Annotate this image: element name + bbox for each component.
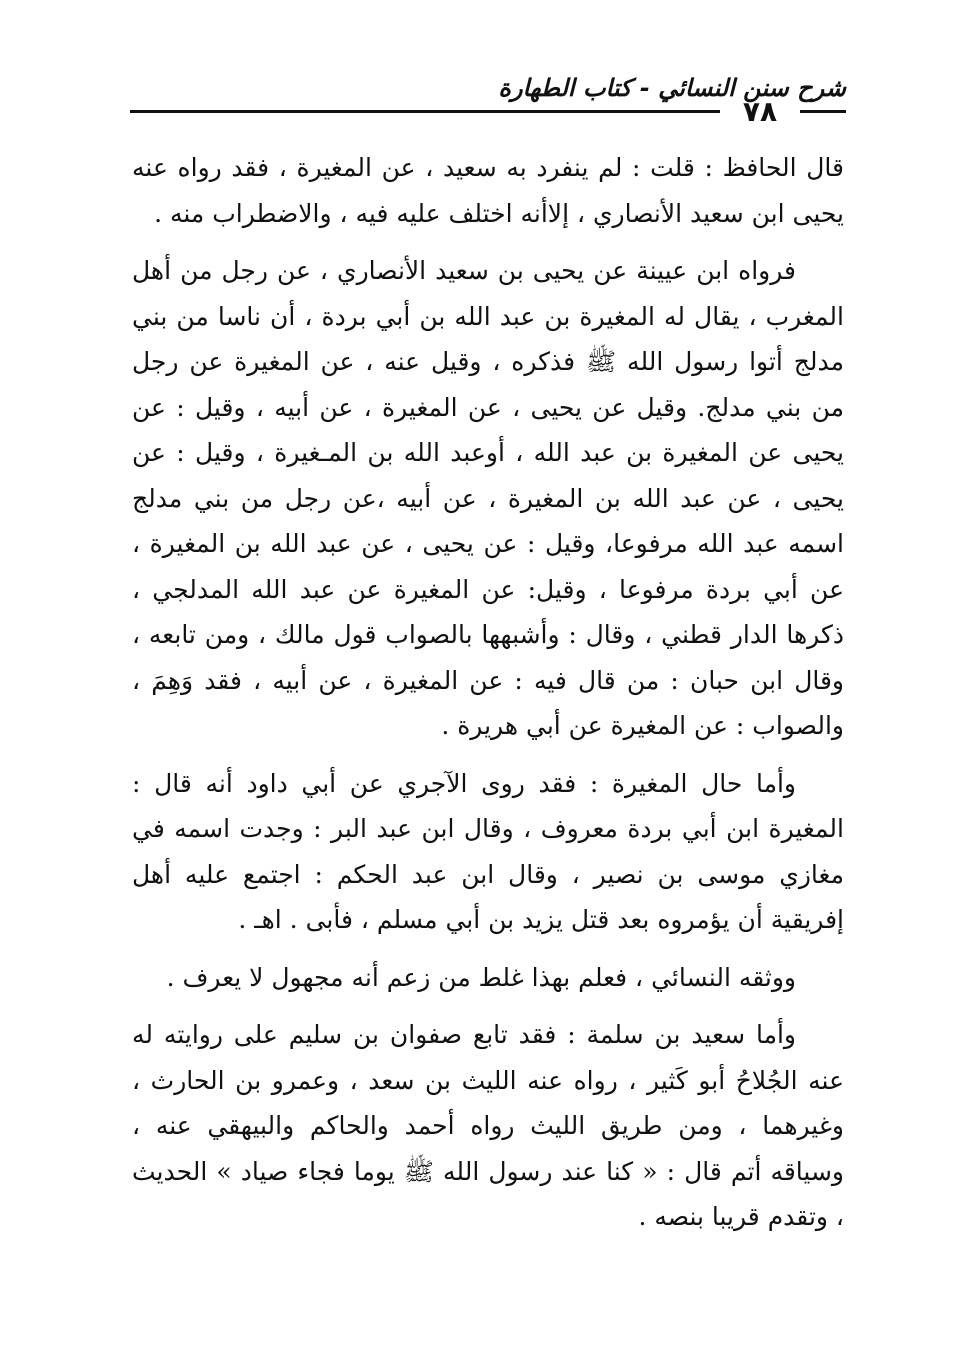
body-text: [132, 145, 844, 1252]
running-title: شرح سنن النسائي - كتاب الطهارة: [498, 74, 846, 102]
paragraph-5: وأما سعيد بن سلمة : فقد تابع صفوان بن سليم على روايته له عنه الجُلاحُ أبو كَثير ، رواه عنه الليث بن سعد ، وعمرو بن الحارث ، وغيرهما ، ومن طريق الليث رواه أحمد والحاكم والبيهقي عنه ، وسياقه أتم قال : « كنا عند رسول الله ﷺ يوما فجاء صياد » الحديث ، وتقدم قريبا بنصه .: [132, 1020, 844, 1231]
paragraph-1: قال الحافظ : قلت : لم ينفرد به سعيد ، عن المغيرة ، فقد رواه عنه يحيى ابن سعيد الأنصاري ، إلاأنه اختلف عليه فيه ، والاضطراب منه .: [132, 153, 844, 228]
page-number: ٧٨: [742, 95, 778, 128]
header-rule: [130, 110, 720, 113]
paragraph-4: ووثقه النسائي ، فعلم بهذا غلط من زعم أنه مجهول لا يعرف .: [166, 962, 796, 992]
paragraph-2: فرواه ابن عيينة عن يحيى بن سعيد الأنصاري ، عن رجل من أهل المغرب ، يقال له المغيرة بن عبد الله بن أبي بردة ، أن ناسا من بني مدلج أتوا رسول الله ﷺ فذكره ، وقيل عنه ، عن المغيرة عن رجل من بني مدلج. وقيل عن يحيى ، عن المغيرة ، عن أبيه ، وقيل : عن يحيى عن المغيرة بن عبد الله ، أوعبد الله بن المـغيرة ، وقيل : عن يحيى ، عن عبد الله بن المغيرة ، عن أبيه ،عن رجل من بني مدلج اسمه عبد الله مرفوعا، وقيل : عن يحيى ، عن عبد الله بن المغيرة ، عن أبي بردة مرفوعا ، وقيل: عن المغيرة عن عبد الله المدلجي ، ذكرها الدار قطني ، وقال : وأشبهها بالصواب قول مالك ، ومن تابعه ، وقال ابن حبان : من قال فيه : عن المغيرة ، عن أبيه ، فقد وَهِمَ ، والصواب : عن المغيرة عن أبي هريرة .: [132, 256, 844, 740]
header-rule-right: [800, 110, 846, 113]
paragraph-3: وأما حال المغيرة : فقد روى الآجري عن أبي داود أنه قال : المغيرة ابن أبي بردة معروف ، وقال ابن عبد البر : وجدت اسمه في مغازي موسى بن نصير ، وقال ابن عبد الحكم : اجتمع عليه أهل إفريقية أن يؤمروه بعد قتل يزيد بن أبي مسلم ، فأبى . اهـ .: [132, 768, 844, 934]
